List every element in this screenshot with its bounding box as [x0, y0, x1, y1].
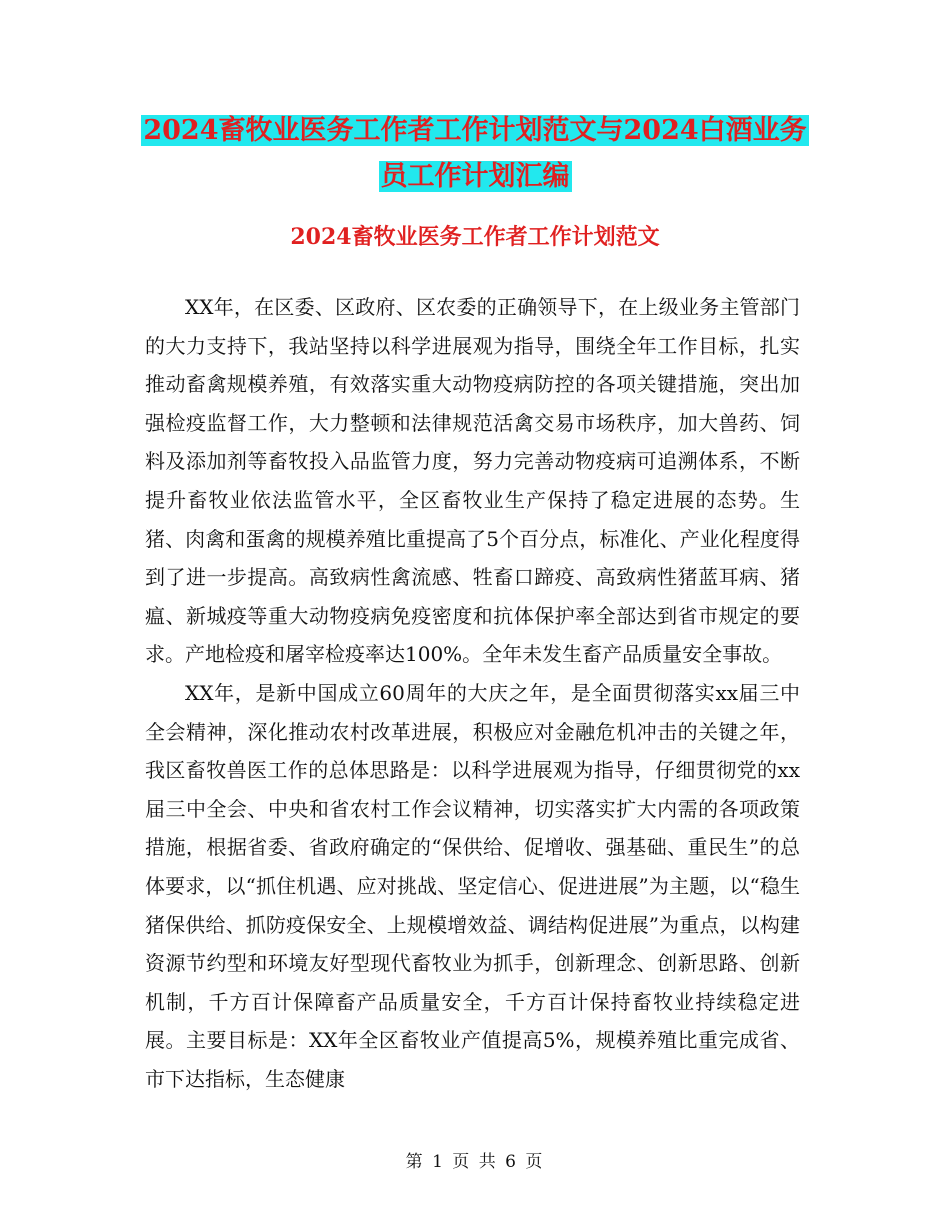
document-title — [0, 108, 950, 200]
paragraph-2: XX年，是新中国成立60周年的大庆之年，是全面贯彻落实xx届三中全会精神，深化推动农村改革进展，积极应对金融危机冲击的关键之年，我区畜牧兽医工作的总体思路是：以科学进展观为指导，仔细贯彻党的xx届三中全会、中央和省农村工作会议精神，切实落实扩大内需的各项政策措施，根据省委、省政府确定的“保供给、促增收、强基础、重民生”的总体要求，以“抓住机遇、应对挑战、坚定信心、促进进展”为主题，以“稳生猪保供给、抓防疫保安全、上规模增效益、调结构促进展”为重点，以构建资源节约型和环境友好型现代畜牧业为抓手，创新理念、创新思路、创新机制，千方百计保障畜产品质量安全，千方百计保持畜牧业持续稳定进展。主要目标是：XX年全区畜牧业产值提高5%，规模养殖比重完成省、市下达指标，生态健康 — [145, 680, 800, 1091]
section-title: 2024畜牧业医务工作者工作计划范文 — [290, 224, 660, 250]
page-footer: 第 1 页 共 6 页 — [405, 1152, 545, 1172]
document-title-line-2: 员工作计划汇编 — [380, 161, 570, 192]
document-title-line-1: 2024畜牧业医务工作者工作计划范文与2024白酒业务 — [143, 115, 807, 146]
document-body — [145, 288, 800, 1098]
paragraph-1: XX年，在区委、区政府、区农委的正确领导下，在上级业务主管部门的大力支持下，我站坚持以科学进展观为指导，围绕全年工作目标，扎实推动畜禽规模养殖，有效落实重大动物疫病防控的各项关键措施，突出加强检疫监督工作，大力整顿和法律规范活禽交易市场秩序，加大兽药、饲料及添加剂等畜牧投入品监管力度，努力完善动物疫病可追溯体系，不断提升畜牧业依法监管水平，全区畜牧业生产保持了稳定进展的态势。生猪、肉禽和蛋禽的规模养殖比重提高了5个百分点，标准化、产业化程度得到了进一步提高。高致病性禽流感、牲畜口蹄疫、高致病性猪蓝耳病、猪瘟、新城疫等重大动物疫病免疫密度和抗体保护率全部达到省市规定的要求。产地检疫和屠宰检疫率达100%。全年未发生畜产品质量安全事故。 — [145, 295, 800, 667]
